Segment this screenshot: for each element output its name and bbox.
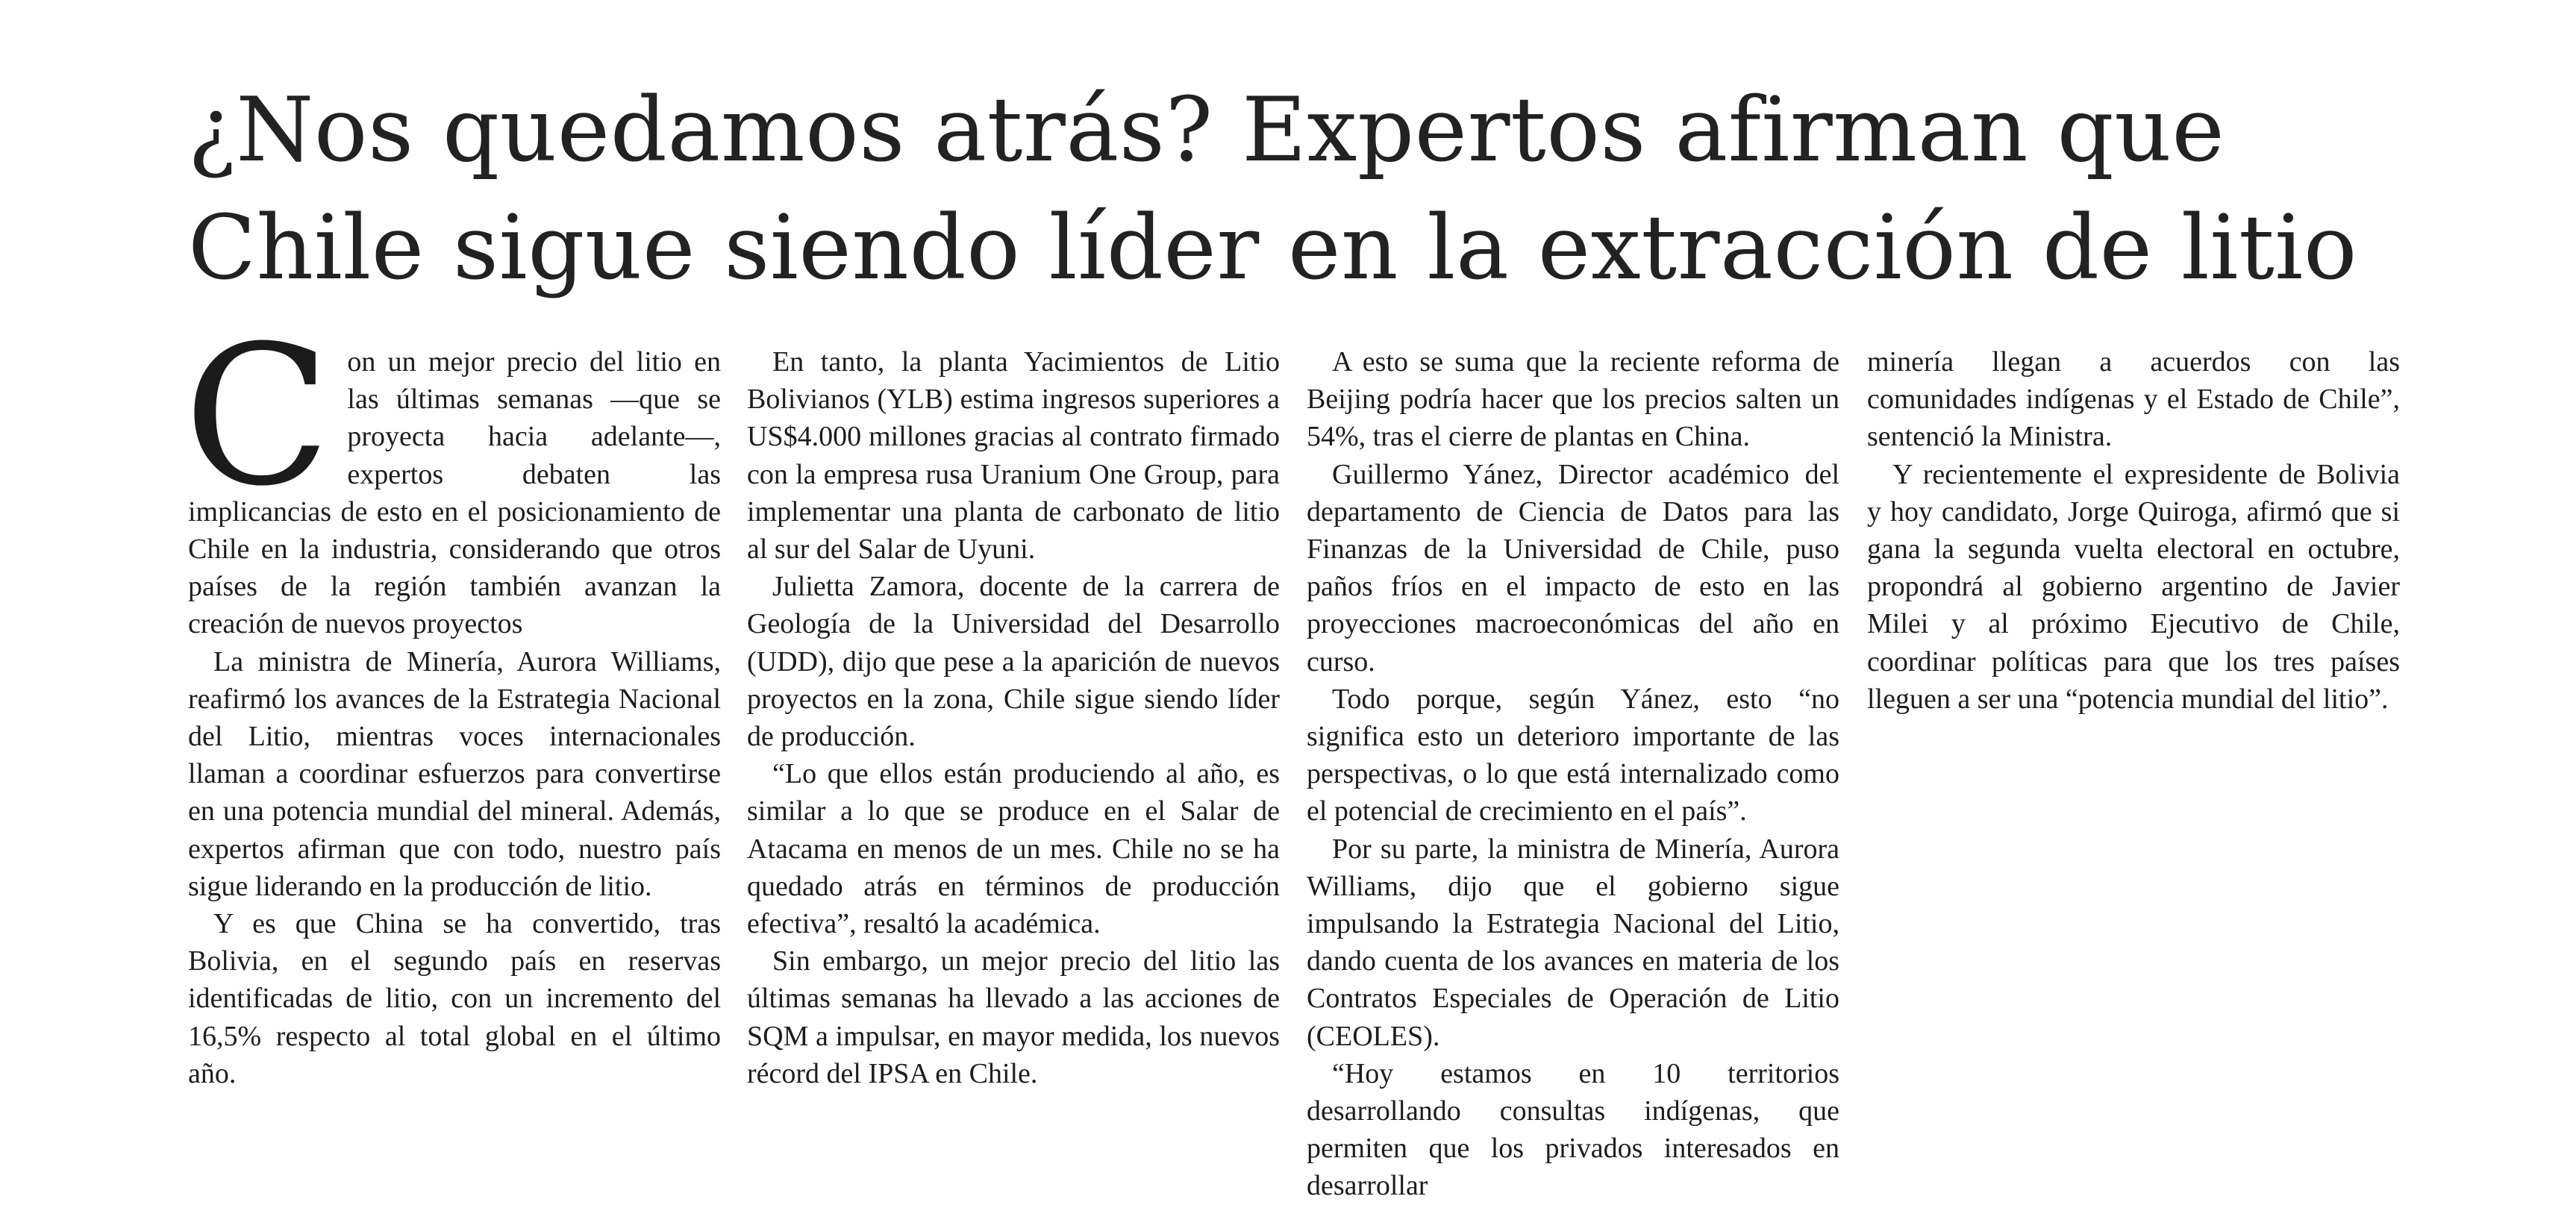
lead-paragraph (184, 304, 721, 643)
drop-cap: C (184, 304, 331, 528)
article-column-2 (747, 343, 1280, 1092)
body-paragraph: Guillermo Yánez, Director académico del departamento de Ciencia de Datos para las Finanzas de la Universidad de Chile, puso paños fríos en el impacto de esto en las proyecciones macroeconómicas del año en curso. (1307, 458, 1839, 677)
article-column-1 (184, 304, 721, 1092)
lead-paragraph-text: on un mejor precio del litio en las últimas semanas —que se proyecta hacia adelante—, expertos debaten las implicancias de esto en el posicionamiento de Chile en la industria, considerando que otros países de la región también avanzan la creación de nuevos proyectos (188, 346, 721, 640)
body-paragraph: Y recientemente el expresidente de Bolivia y hoy candidato, Jorge Quiroga, afirmó que si gana la segunda vuelta electoral en octubre, propondrá al gobierno argentino de Javier Milei y al próximo Ejecutivo de Chile, coordinar políticas para que los tres países lleguen a ser una “potencia mundial del litio”. (1867, 458, 2400, 715)
body-paragraph: Julietta Zamora, docente de la carrera de Geología de la Universidad del Desarrollo (UDD), dijo que pese a la aparición de nuevos proyectos en la zona, Chile sigue siendo líder de producción. (747, 571, 1280, 753)
body-paragraph: Por su parte, la ministra de Minería, Aurora Williams, dijo que el gobierno sigue impulsando la Estrategia Nacional del Litio, dando cuenta de los avances en materia de los Contratos Especiales de Operación de Litio (CEOLES). (1307, 833, 1839, 1052)
body-paragraph: A esto se suma que la reciente reforma de Beijing podría hacer que los precios salten un 54%, tras el cierre de plantas en China. (1307, 346, 1839, 453)
body-paragraph: Sin embargo, un mejor precio del litio las últimas semanas ha llevado a las acciones de SQM a impulsar, en mayor medida, los nuevos récord del IPSA en Chile. (747, 945, 1280, 1089)
continued-paragraph: minería llegan a acuerdos con las comunidades indígenas y el Estado de Chile”, sentenció la Ministra. (1867, 346, 2400, 453)
body-paragraph: “Hoy estamos en 10 territorios desarrollando consultas indígenas, que permiten que los privados interesados en desarrollar (1307, 1057, 1839, 1202)
article-column-4 (1867, 343, 2400, 718)
headline-line-1: ¿Nos quedamos atrás? Expertos afirman que (188, 79, 2225, 182)
body-paragraph: La ministra de Minería, Aurora Williams, reafirmó los avances de la Estrategia Nacional del Litio, mientras voces internacionales llaman a coordinar esfuerzos para convertirse en una potencia mundial del mineral. Además, expertos afirman que con todo, nuestro país sigue liderando en la producción de litio. (188, 645, 721, 902)
headline-line-2: Chile sigue siendo líder en la extracción de litio (188, 197, 2357, 300)
body-paragraph: En tanto, la planta Yacimientos de Litio Bolivianos (YLB) estima ingresos superiores a US$4.000 millones gracias al contrato firmado con la empresa rusa Uranium One Group, para implementar una planta de carbonato de litio al sur del Salar de Uyuni. (747, 346, 1280, 566)
body-paragraph: “Lo que ellos están produciendo al año, es similar a lo que se produce en el Salar de Atacama en menos de un mes. Chile no se ha quedado atrás en términos de producción efectiva”, resaltó la académica. (747, 758, 1280, 940)
body-paragraph: Todo porque, según Yánez, esto “no significa esto un deterioro importante de las perspectivas, o lo que está internalizado como el potencial de crecimiento en el país”. (1307, 683, 1839, 827)
body-paragraph: Y es que China se ha convertido, tras Bolivia, en el segundo país en reservas identificadas de litio, con un incremento del 16,5% respecto al total global en el último año. (188, 908, 721, 1089)
article-headline (188, 72, 2501, 307)
article-column-3 (1307, 343, 1839, 1205)
